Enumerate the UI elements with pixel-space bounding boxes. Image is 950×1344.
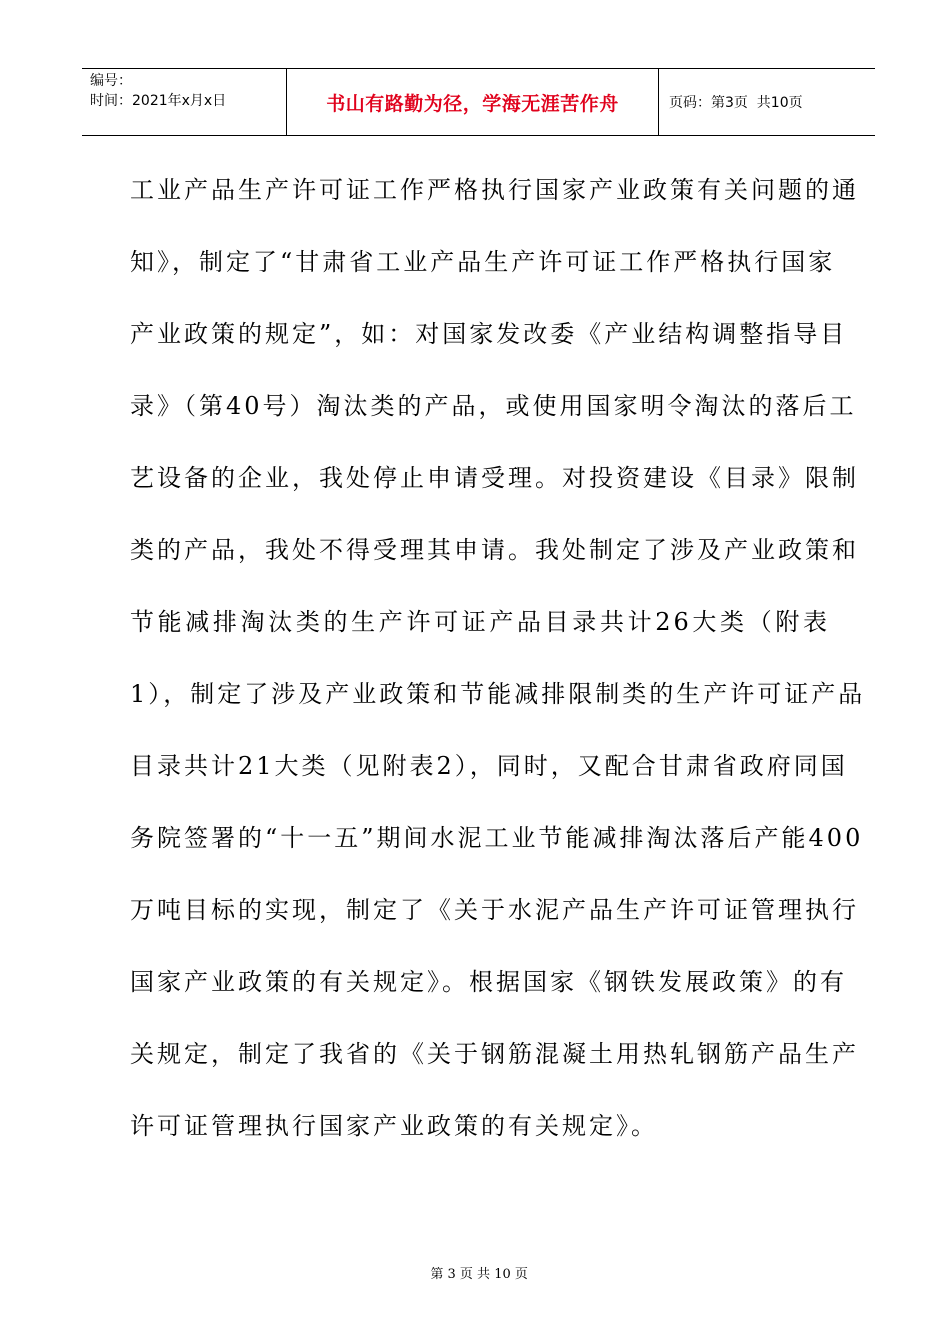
page-footer <box>0 1248 950 1282</box>
text-line: 关规定，制定了我省的《关于钢筋混凝土用热轧钢筋产品生产 <box>130 1040 859 1068</box>
text-line: 万吨目标的实现，制定了《关于水泥产品生产许可证管理执行 <box>130 896 859 924</box>
text-line: 许可证管理执行国家产业政策的有关规定》。 <box>130 1112 658 1140</box>
text-line: 产业政策的规定”，如：对国家发改委《产业结构调整指导目 <box>130 320 848 348</box>
text-line: 类的产品，我处不得受理其申请。我处制定了涉及产业政策和 <box>130 536 859 564</box>
text-line: 艺设备的企业，我处停止申请受理。对投资建设《目录》限制 <box>130 464 859 492</box>
document-date-label: 时间：2021年x月x日 <box>90 93 227 109</box>
text-line: 节能减排淘汰类的生产许可证产品目录共计26大类（附表 <box>130 608 830 636</box>
text-line: 工业产品生产许可证工作严格执行国家产业政策有关问题的通 <box>130 176 859 204</box>
header-motto-cell <box>287 69 659 135</box>
page-header <box>82 68 875 136</box>
header-meta-cell <box>82 69 287 135</box>
document-number-label: 编号： <box>90 73 132 89</box>
text-line: 知》，制定了“甘肃省工业产品生产许可证工作严格执行国家 <box>130 248 836 276</box>
header-page-number: 页码：第3页 共10页 <box>669 95 803 111</box>
text-line: 国家产业政策的有关规定》。根据国家《钢铁发展政策》的有 <box>130 968 847 996</box>
text-line: 务院签署的“十一五”期间水泥工业节能减排淘汰落后产能400 <box>130 824 864 852</box>
footer-page-number: 第 3 页 共 10 页 <box>430 1267 528 1282</box>
text-line: 目录共计21大类（见附表2），同时，又配合甘肃省政府同国 <box>130 752 848 780</box>
text-line: 1），制定了涉及产业政策和节能减排限制类的生产许可证产品 <box>130 680 866 708</box>
header-page-cell <box>659 69 875 135</box>
text-line: 录》（第40号）淘汰类的产品，或使用国家明令淘汰的落后工 <box>130 392 857 420</box>
body-text <box>130 154 866 1162</box>
header-motto: 书山有路勤为径，学海无涯苦作舟 <box>326 92 619 115</box>
